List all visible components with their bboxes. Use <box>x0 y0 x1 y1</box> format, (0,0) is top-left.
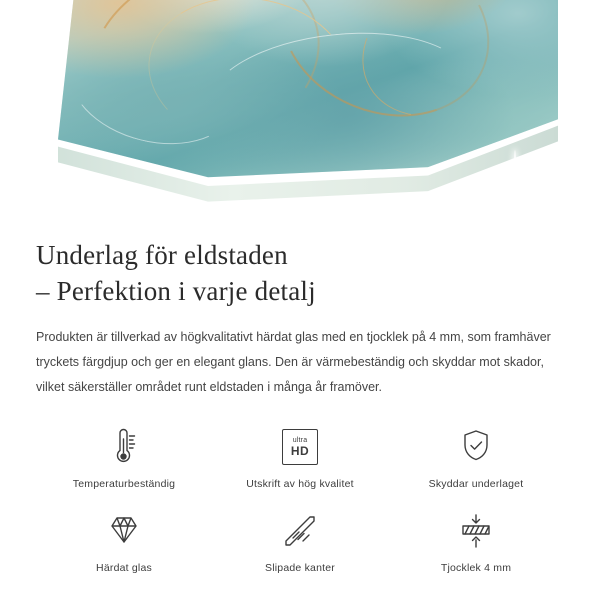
feature-item-print-quality <box>212 424 388 490</box>
marble-vein <box>139 0 360 160</box>
thickness-icon <box>457 508 495 554</box>
feature-label: Utskrift av hög kvalitet <box>246 478 354 491</box>
marble-vein <box>203 20 476 165</box>
polished-edges-icon <box>281 508 319 554</box>
product-description-text: Produkten är tillverkad av högkvalitativt härdat glas med en tjocklek på 4 mm, som framhäver tryckets färgdjup och ger en elegant glans. Den är värmebeständig och skyddar mot skador, vilket säkerställer området runt eldstaden i många år framöver. <box>36 330 551 395</box>
diamond-icon <box>104 508 144 554</box>
feature-item-protects-surface <box>388 424 564 490</box>
feature-label: Tjocklek 4 mm <box>440 562 512 575</box>
content-section <box>0 238 600 574</box>
ultra-hd-badge-top: ultra <box>292 437 308 445</box>
feature-label: Slipade kanter <box>265 562 335 575</box>
marble-vein <box>57 9 251 160</box>
marble-vein <box>336 0 551 145</box>
page-title-line-2: – Perfektion i varje detalj <box>36 275 316 306</box>
thermometer-icon <box>107 424 141 470</box>
feature-item-temperature-resistant <box>36 424 212 490</box>
feature-grid <box>36 424 564 574</box>
sparkle-icon <box>520 176 546 202</box>
shield-check-icon <box>459 424 493 470</box>
page-title-line-1: Underlag för eldstaden <box>36 240 288 270</box>
feature-label: Skyddar underlaget <box>428 478 524 491</box>
feature-label: Temperaturbeständig <box>72 478 176 491</box>
feature-item-thickness <box>388 508 564 574</box>
hero-image <box>0 0 600 222</box>
feature-item-tempered-glass <box>36 508 212 574</box>
ultra-hd-badge-bottom: HD <box>290 443 310 458</box>
feature-item-polished-edges <box>212 508 388 574</box>
page-title <box>36 238 564 309</box>
marble-vein <box>254 0 516 147</box>
marble-vein <box>66 0 344 180</box>
ultra-hd-icon <box>282 424 318 470</box>
feature-label: Härdat glas <box>96 562 152 575</box>
